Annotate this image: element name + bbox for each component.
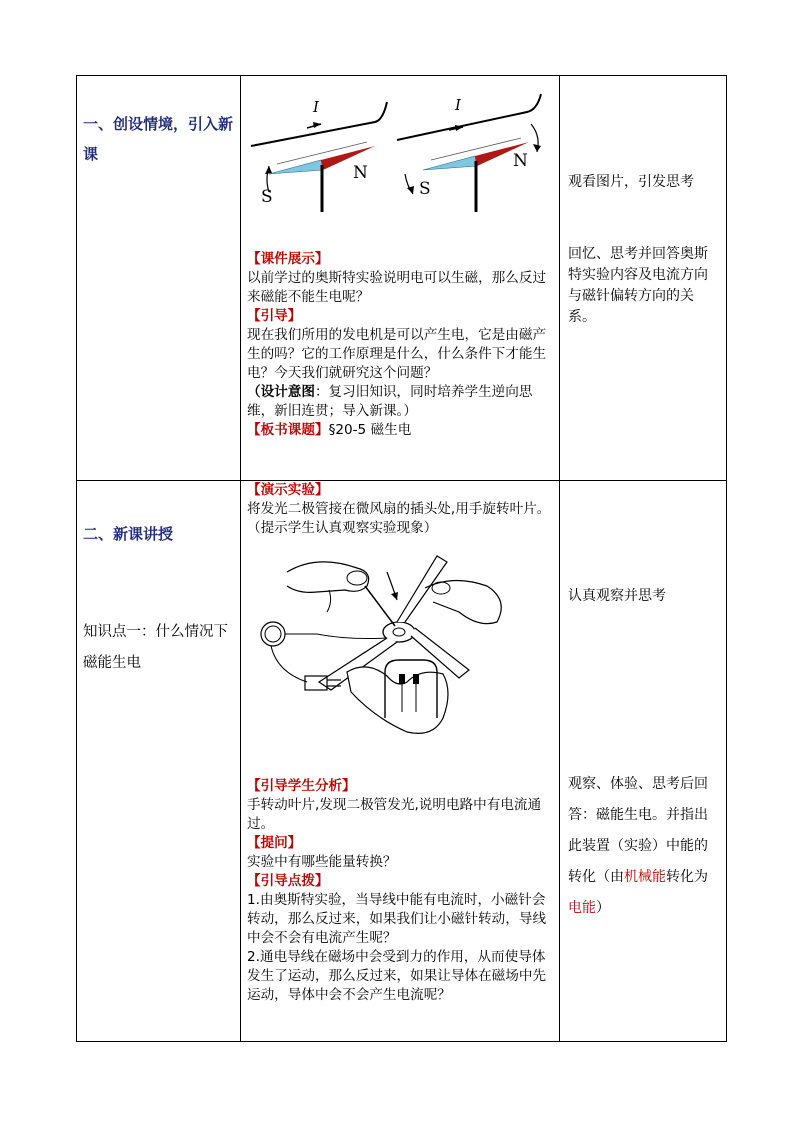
board-tag: 【板书课题】 <box>247 422 329 438</box>
board-title <box>247 421 553 440</box>
question-tag: 【提问】 <box>247 835 302 851</box>
answer-mechanical: 机械能 <box>624 869 666 885</box>
row-intro <box>77 76 727 481</box>
answer-electric: 电能 <box>568 900 596 916</box>
hint-tag: 【引导点拨】 <box>247 873 329 889</box>
row-new-lesson <box>77 481 727 1042</box>
oersted-experiment-figure <box>247 82 547 227</box>
answer-post: ） <box>596 900 610 916</box>
guide-text: 现在我们所用的发电机是可以产生电，它是由磁产生的吗？它的工作原理是什么，什么条件下才能生电？今天我们就研究这个问题？ <box>247 327 547 381</box>
fan-led-experiment-figure <box>247 542 547 747</box>
analysis-text: 手转动叶片,发现二极管发光,说明电路中有电流通过。 <box>247 797 542 832</box>
south-label-right: S <box>419 179 431 199</box>
demo-tag: 【演示实验】 <box>247 482 329 498</box>
section-title-new: 二、新课讲授 <box>83 525 174 543</box>
analysis-tag: 【引导学生分析】 <box>247 778 356 794</box>
intro-text-block <box>241 250 559 440</box>
knowledge-point: 知识点一：什么情况下磁能生电 <box>83 624 228 671</box>
guide-tag: 【引导】 <box>247 308 302 324</box>
courseware-tag: 【课件展示】 <box>247 251 329 267</box>
section-cell-intro <box>77 76 241 481</box>
design-intent-text: ：复习旧知识，同时培养学生逆向思维，新旧连贯；导入新课。） <box>247 384 533 419</box>
student-activity-cell-intro <box>560 76 727 481</box>
board-text: §20-5 磁生电 <box>328 422 412 438</box>
student-activity-watch: 认真观察并思考 <box>568 588 666 604</box>
south-label-left: S <box>261 187 273 207</box>
student-activity-answer <box>560 769 726 924</box>
student-activity-observe: 观看图片，引发思考 <box>568 174 694 190</box>
design-intent-label: （设计意图 <box>247 384 315 400</box>
north-label-left: N <box>353 163 368 183</box>
section-title: 一、创设情境，引入新课 <box>83 115 234 163</box>
teacher-activity-cell-intro <box>241 76 560 481</box>
answer-mid: 转化为 <box>666 869 708 885</box>
courseware-text: 以前学过的奥斯特实验说明电可以生磁，那么反过来磁能不能生电呢？ <box>247 270 547 305</box>
current-label-left: I <box>313 98 319 116</box>
lesson-plan-table <box>76 75 727 1042</box>
demo-text: 将发光二极管接在微风扇的插头处,用手旋转叶片。 <box>247 501 551 517</box>
student-activity-cell-new <box>560 481 727 1042</box>
answer-pre: 观察、体验、思考后回答：磁能生电。并指出此装置（实验）中能的转化（由 <box>568 776 708 885</box>
north-label-right: N <box>513 151 528 171</box>
current-label-right: I <box>455 96 461 114</box>
analysis-block <box>241 777 559 1005</box>
hint-item: 2.通电导线在磁场中会受到力的作用，从而使导体发生了运动，那么反过来，如果让导体在磁场中先运动，导体中会不会产生电流呢？ <box>247 949 547 1003</box>
design-intent <box>247 383 553 421</box>
student-activity-recall: 回忆、思考并回答奥斯特实验内容及电流方向与磁针偏转方向的关系。 <box>568 246 708 325</box>
teacher-activity-cell-new <box>241 481 560 1042</box>
question-text: 实验中有哪些能量转换？ <box>247 854 397 870</box>
section-cell-new-lesson <box>77 481 241 1042</box>
hint-item: 1.由奥斯特实验，当导线中能有电流时，小磁针会转动，那么反过来，如果我们让小磁针转动，导线中会不会有电流产生呢？ <box>247 892 547 946</box>
demo-hint: （提示学生认真观察实验现象） <box>247 520 438 536</box>
demo-block <box>241 481 559 538</box>
